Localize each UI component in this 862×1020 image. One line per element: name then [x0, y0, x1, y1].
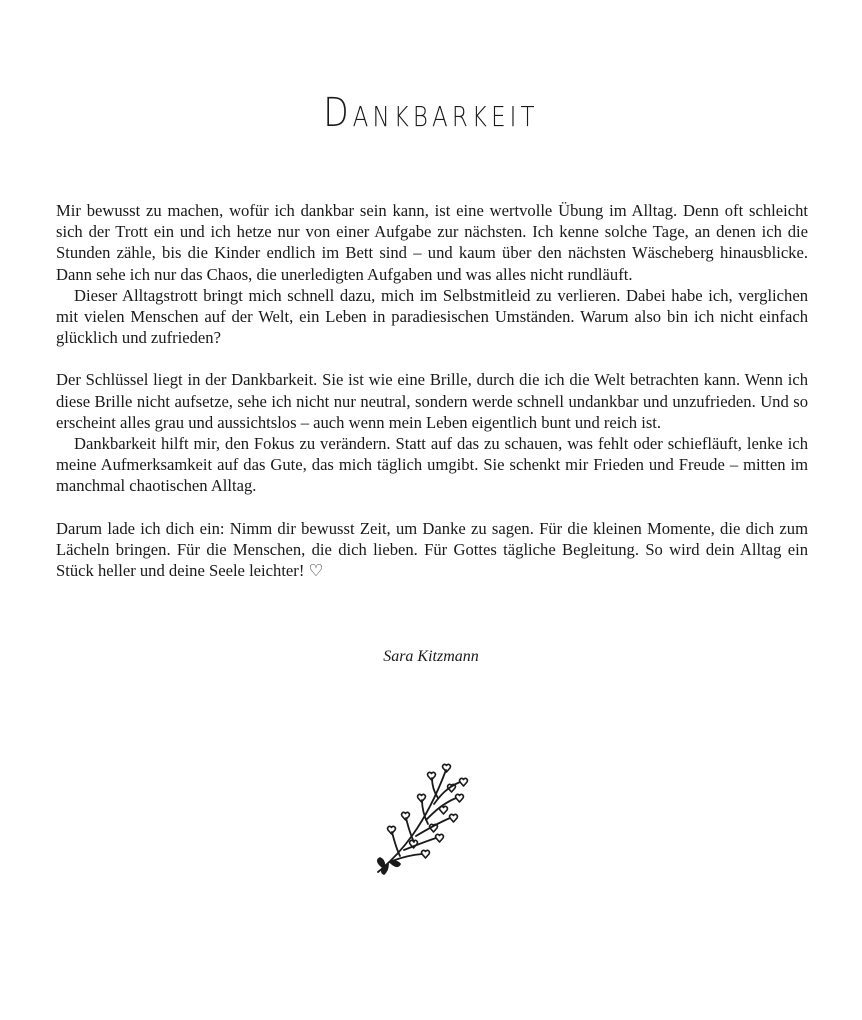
paragraph-5: Darum lade ich dich ein: Nimm dir bewusst Zeit, um Danke zu sagen. Für die kleinen Momente, die dich zum Lächeln bringen. Für die Menschen, die dich lieben. Für Gottes tägliche Begleitung. So wird dein Alltag ein Stück heller und deine Seele leichter! ♡: [56, 518, 808, 581]
heart-sprig-icon: [370, 758, 470, 878]
paragraph-3: Der Schlüssel liegt in der Dankbarkeit. Sie ist wie eine Brille, durch die ich die Welt betrachten kann. Wenn ich diese Brille nicht aufsetze, sehe ich nicht nur neutral, sondern werde schnell undankbar und unzufrieden. Und so erscheint alles grau und aussichtslos – auch wenn mein Leben eigentlich bunt und reich ist.: [56, 370, 808, 432]
body-text: [56, 200, 808, 581]
author-signature: Sara Kitzmann: [383, 648, 479, 665]
paragraph-4: Dankbarkeit hilft mir, den Fokus zu verändern. Statt auf das zu schauen, was fehlt oder schiefläuft, lenke ich meine Aufmerksamkeit auf das Gute, das mich täglich umgibt. Sie schenkt mir Frieden und Freude – mitten im manchmal chaotischen Alltag.: [56, 434, 808, 496]
paragraph-1: Mir bewusst zu machen, wofür ich dankbar sein kann, ist eine wertvolle Übung im Alltag. Denn oft schleicht sich der Trott ein und ich hetze nur von einer Aufgabe zur nächsten. Ich kenne solche Tage, an denen ich die Stunden zähle, bis die Kinder endlich im Bett sind – und kaum über den nächsten Wäscheberg hinausblicke. Dann sehe ich nur das Chaos, die unerledigten Aufgaben und was alles nicht rundläuft.: [56, 201, 808, 284]
page-title: Dankbarkeit: [323, 90, 539, 136]
paragraph-2: Dieser Alltagstrott bringt mich schnell dazu, mich im Selbstmitleid zu verlieren. Dabei habe ich, verglichen mit vielen Menschen auf der Welt, ein Leben in paradiesischen Umständen. Warum also bin ich nicht einfach glücklich und zufrieden?: [56, 285, 808, 348]
